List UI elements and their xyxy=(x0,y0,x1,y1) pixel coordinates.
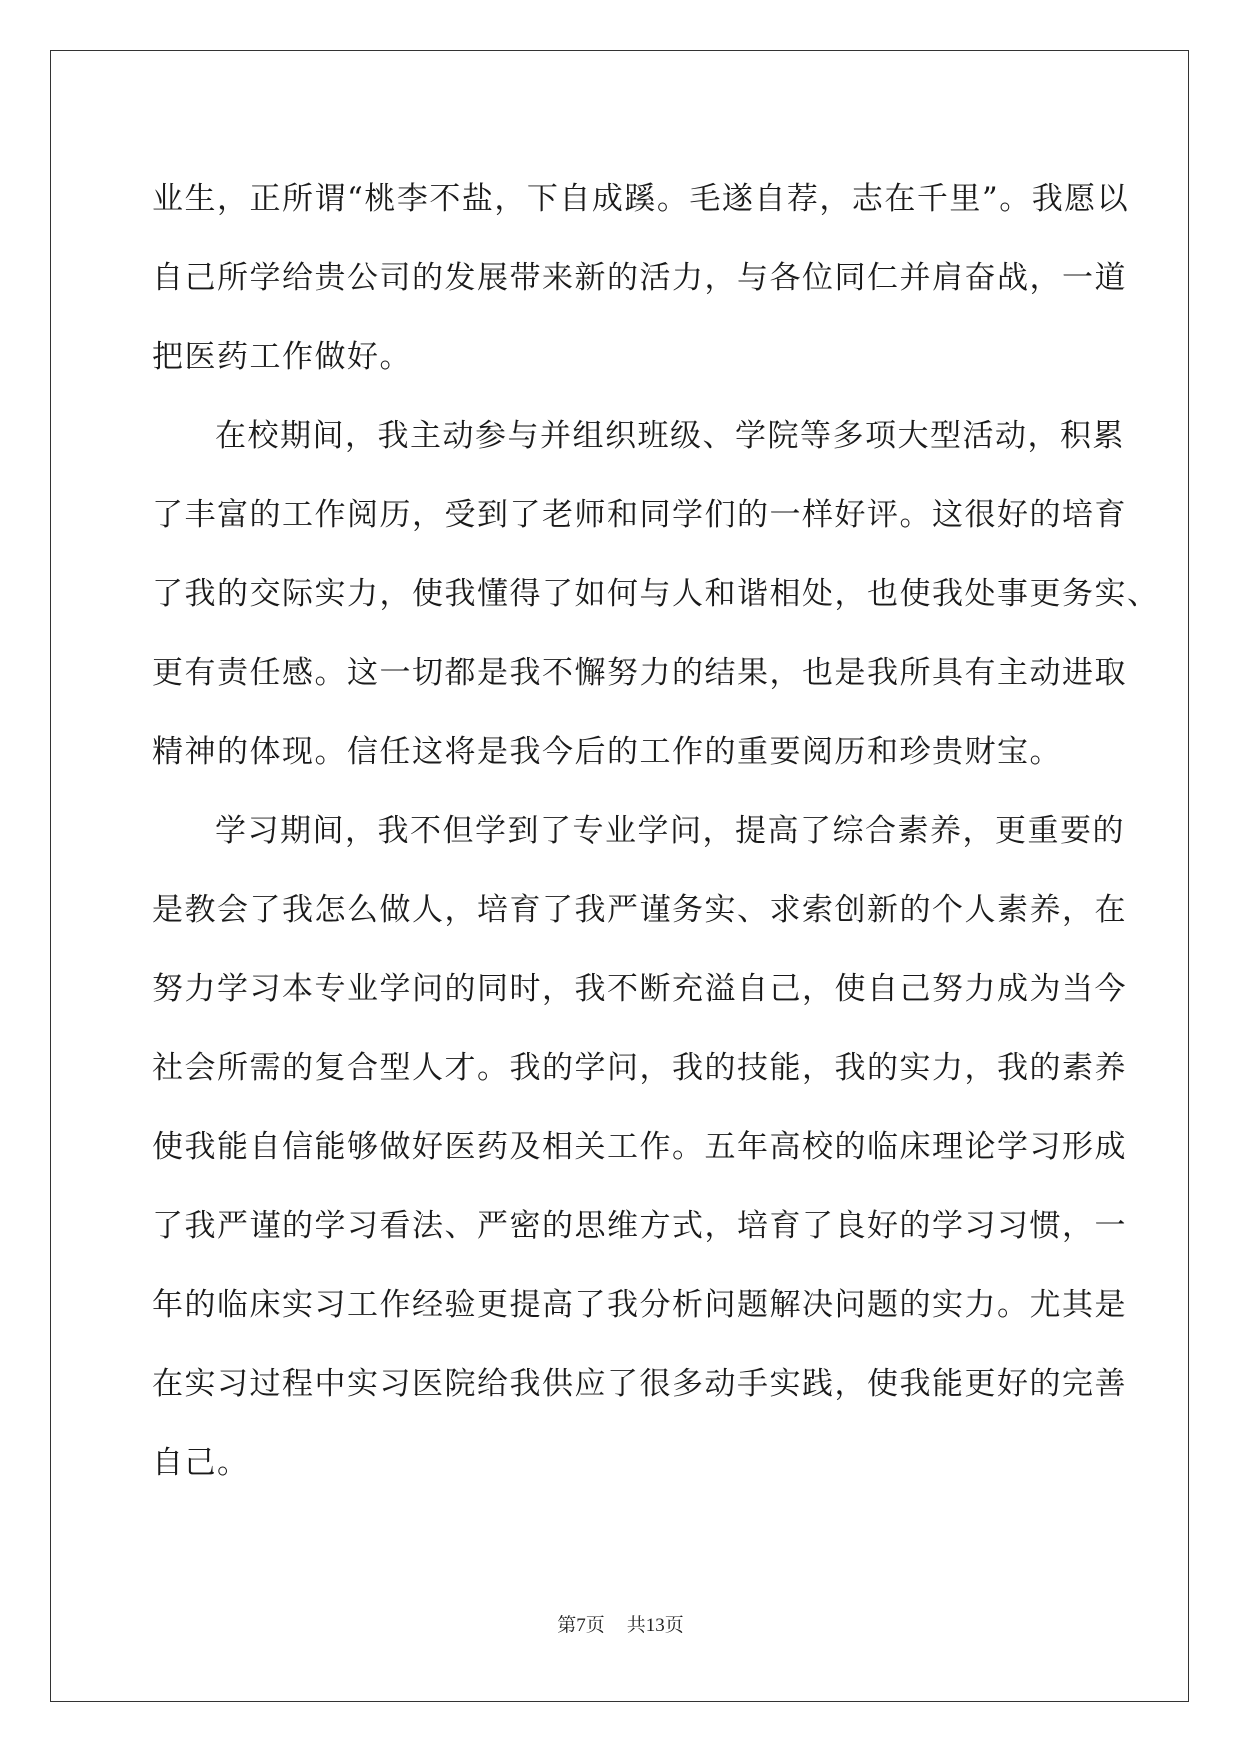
text-line: 在实习过程中实习医院给我供应了很多动手实践，使我能更好的完善 xyxy=(152,1366,1127,1402)
text-line: 使我能自信能够做好医药及相关工作。五年高校的临床理论学习形成 xyxy=(152,1129,1127,1165)
text-line: 社会所需的复合型人才。我的学问，我的技能，我的实力，我的素养 xyxy=(152,1050,1127,1086)
text-line: 了我严谨的学习看法、严密的思维方式，培育了良好的学习习惯，一 xyxy=(152,1208,1127,1244)
text-line: 自己。 xyxy=(152,1445,250,1481)
text-line: 把医药工作做好。 xyxy=(152,339,412,375)
text-line: 努力学习本专业学问的同时，我不断充溢自己，使自己努力成为当今 xyxy=(152,971,1127,1007)
text-line: 自己所学给贵公司的发展带来新的活力，与各位同仁并肩奋战，一道 xyxy=(152,260,1127,296)
text-line: 了丰富的工作阅历，受到了老师和同学们的一样好评。这很好的培育 xyxy=(152,497,1127,533)
page-number: 第7页 xyxy=(557,1615,605,1636)
text-line: 年的临床实习工作经验更提高了我分析问题解决问题的实力。尤其是 xyxy=(152,1287,1127,1323)
text-line: 精神的体现。信任这将是我今后的工作的重要阅历和珍贵财宝。 xyxy=(152,734,1062,770)
text-line: 学习期间，我不但学到了专业学问，提高了综合素养，更重要的 xyxy=(215,813,1125,849)
document-body xyxy=(152,160,1160,1503)
text-line: 在校期间，我主动参与并组织班级、学院等多项大型活动，积累 xyxy=(215,418,1125,454)
text-line: 了我的交际实力，使我懂得了如何与人和谐相处，也使我处事更务实、 xyxy=(152,576,1160,612)
page-total: 共13页 xyxy=(626,1615,684,1636)
text-line: 更有责任感。这一切都是我不懈努力的结果，也是我所具有主动进取 xyxy=(152,655,1127,691)
page-footer xyxy=(0,1614,1241,1638)
text-line: 业生，正所谓“桃李不盐，下自成蹊。毛遂自荐，志在千里”。我愿以 xyxy=(152,181,1130,217)
text-line: 是教会了我怎么做人，培育了我严谨务实、求索创新的个人素养，在 xyxy=(152,892,1127,928)
